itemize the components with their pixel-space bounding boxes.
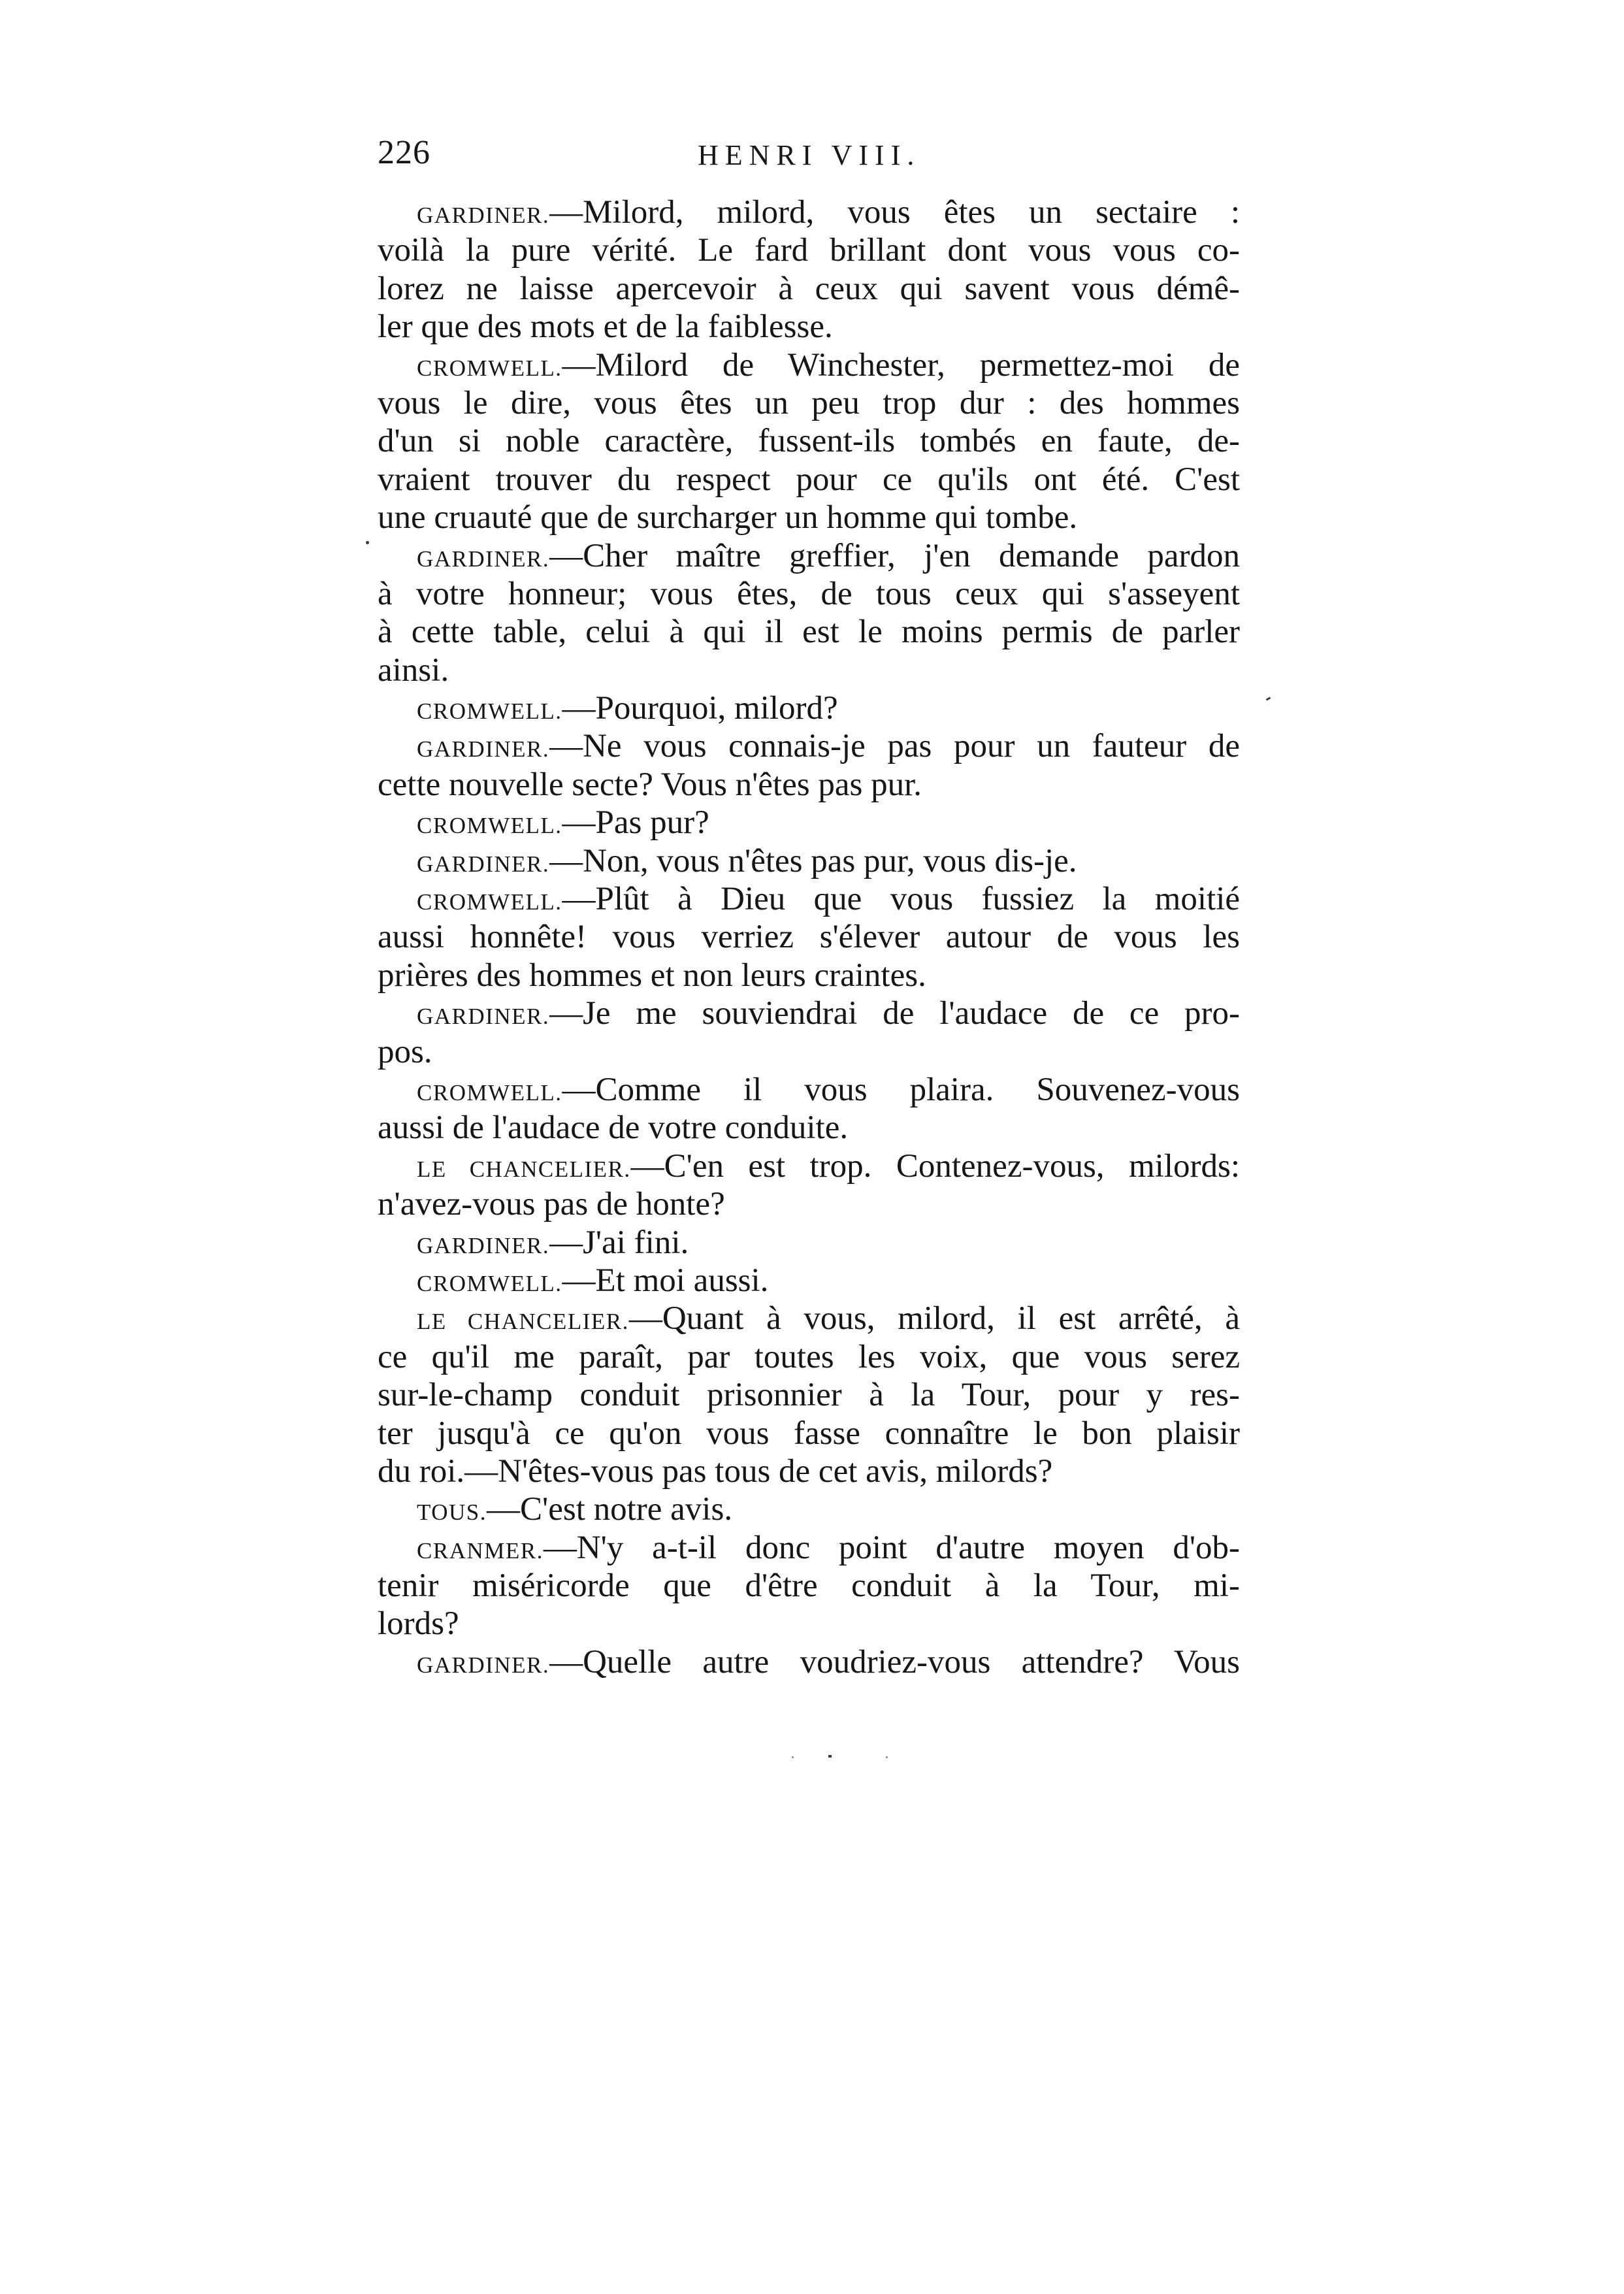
text-line: [378, 766, 1240, 804]
text-line: [378, 1490, 1240, 1528]
line-text: —Et moi aussi.: [562, 1262, 769, 1299]
speaker-name: GARDINER.: [417, 203, 550, 228]
line-text: prières des hommes et non leurs craintes.: [378, 957, 926, 994]
ink-speck: [366, 541, 369, 544]
text-line: [378, 499, 1240, 536]
line-text: tenir miséricorde que d'être conduit à la Tour, mi-: [378, 1567, 1240, 1605]
line-text: ter jusqu'à ce qu'on vous fasse connaître le bon plaisir: [378, 1415, 1240, 1452]
text-line: [378, 308, 1240, 346]
text-line: [378, 193, 1240, 231]
text-line: [378, 1605, 1240, 1643]
line-text: —C'en est trop. Contenez-vous, milords:: [630, 1147, 1240, 1185]
ink-speck: [886, 1756, 888, 1758]
line-text: cette nouvelle secte? Vous n'êtes pas pur.: [378, 766, 922, 803]
line-text: —Plût à Dieu que vous fussiez la moitié: [562, 881, 1240, 918]
line-text: —Quelle autre voudriez-vous attendre? Vous: [549, 1643, 1240, 1680]
text-line: [378, 461, 1240, 499]
text-line: [378, 957, 1240, 994]
ink-speck: [828, 1755, 832, 1758]
text-line: [378, 1300, 1240, 1337]
line-text: —Je me souviendrai de l'audace de ce pro-: [549, 995, 1240, 1032]
line-text: —Comme il vous plaira. Souvenez-vous: [562, 1071, 1240, 1108]
line-text: du roi.—N'êtes-vous pas tous de cet avis, milords?: [378, 1452, 1053, 1490]
text-line: [378, 804, 1240, 842]
text-line: [378, 1643, 1240, 1681]
line-text: pos.: [378, 1033, 432, 1070]
text-line: [378, 384, 1240, 422]
line-text: vraient trouver du respect pour ce qu'ils ont été. C'est: [378, 461, 1240, 498]
text-line: [378, 1529, 1240, 1567]
text-line: [378, 1147, 1240, 1185]
line-text: lorez ne laisse apercevoir à ceux qui savent vous démê-: [378, 270, 1240, 307]
line-text: ce qu'il me paraît, par toutes les voix, que vous serez: [378, 1338, 1240, 1375]
line-text: aussi de l'audace de votre conduite.: [378, 1109, 849, 1147]
page-header: [378, 129, 1240, 176]
text-line: [378, 689, 1240, 727]
speaker-name: GARDINER.: [417, 851, 550, 877]
line-text: —Cher maître greffier, j'en demande pardon: [549, 537, 1240, 574]
line-text: à votre honneur; vous êtes, de tous ceux qui s'asseyent: [378, 575, 1240, 612]
line-text: voilà la pure vérité. Le fard brillant dont vous vous co-: [378, 232, 1240, 269]
line-text: lords?: [378, 1605, 459, 1643]
speaker-name: LE CHANCELIER.: [417, 1309, 629, 1335]
speaker-name: LE CHANCELIER.: [417, 1156, 631, 1182]
text-line: [378, 651, 1240, 689]
line-text: ler que des mots et de la faiblesse.: [378, 308, 833, 346]
text-line: [378, 1415, 1240, 1452]
line-text: —Ne vous connais-je pas pour un fauteur de: [549, 728, 1240, 765]
line-text: —N'y a-t-il donc point d'autre moyen d'ob-: [543, 1529, 1240, 1566]
text-line: [378, 1567, 1240, 1605]
line-text: —J'ai fini.: [549, 1224, 689, 1261]
ink-speck: [792, 1756, 794, 1758]
speaker-name: CROMWELL.: [417, 1270, 562, 1296]
text-line: [378, 994, 1240, 1032]
ink-speck: [1266, 696, 1271, 700]
text-line: [378, 880, 1240, 918]
text-line: [378, 1376, 1240, 1414]
speaker-name: GARDINER.: [417, 1004, 550, 1030]
text-line: [378, 1071, 1240, 1109]
page-number: 226: [378, 134, 430, 171]
text-line: [378, 1338, 1240, 1376]
speaker-name: CROMWELL.: [417, 1079, 562, 1106]
text-line: [378, 422, 1240, 460]
running-title: HENRI VIII.: [698, 139, 921, 171]
text-line: [378, 346, 1240, 384]
line-text: —Pourquoi, milord?: [562, 690, 838, 727]
speaker-name: CROMWELL.: [417, 355, 562, 381]
speaker-name: CRANMER.: [417, 1537, 544, 1564]
speaker-name: GARDINER.: [417, 736, 550, 762]
line-text: n'avez-vous pas de honte?: [378, 1186, 725, 1223]
text-line: [378, 727, 1240, 765]
line-text: vous le dire, vous êtes un peu trop dur : des hommes: [378, 384, 1240, 421]
text-line: [378, 1033, 1240, 1071]
text-line: [378, 1224, 1240, 1262]
speaker-name: GARDINER.: [417, 546, 550, 572]
dialogue-text: [378, 193, 1240, 1681]
speaker-name: GARDINER.: [417, 1232, 550, 1258]
line-text: aussi honnête! vous verriez s'élever autour de vous les: [378, 919, 1240, 956]
line-text: —Milord de Winchester, permettez-moi de: [562, 346, 1240, 384]
speaker-name: CROMWELL.: [417, 813, 562, 839]
line-text: —Milord, milord, vous êtes un sectaire :: [549, 194, 1240, 231]
speaker-name: GARDINER.: [417, 1652, 550, 1678]
line-text: —Pas pur?: [562, 804, 709, 842]
text-line: [378, 1452, 1240, 1490]
line-text: d'un si noble caractère, fussent-ils tombés en faute, de-: [378, 423, 1240, 460]
speaker-name: TOUS.: [417, 1499, 487, 1526]
text-line: [378, 1185, 1240, 1223]
line-text: —Quant à vous, milord, il est arrêté, à: [628, 1300, 1240, 1337]
text-line: [378, 270, 1240, 308]
text-line: [378, 918, 1240, 956]
text-line: [378, 842, 1240, 880]
text-line: [378, 1109, 1240, 1147]
line-text: —C'est notre avis.: [487, 1491, 733, 1528]
text-line: [378, 575, 1240, 613]
text-line: [378, 613, 1240, 651]
line-text: ainsi.: [378, 651, 449, 689]
line-text: une cruauté que de surcharger un homme qui tombe.: [378, 499, 1078, 536]
line-text: —Non, vous n'êtes pas pur, vous dis-je.: [549, 842, 1077, 879]
text-line: [378, 231, 1240, 269]
text-line: [378, 1262, 1240, 1300]
text-line: [378, 537, 1240, 575]
speaker-name: CROMWELL.: [417, 698, 562, 725]
speaker-name: CROMWELL.: [417, 889, 562, 915]
line-text: à cette table, celui à qui il est le moins permis de parler: [378, 614, 1240, 651]
line-text: sur-le-champ conduit prisonnier à la Tour, pour y res-: [378, 1377, 1240, 1414]
